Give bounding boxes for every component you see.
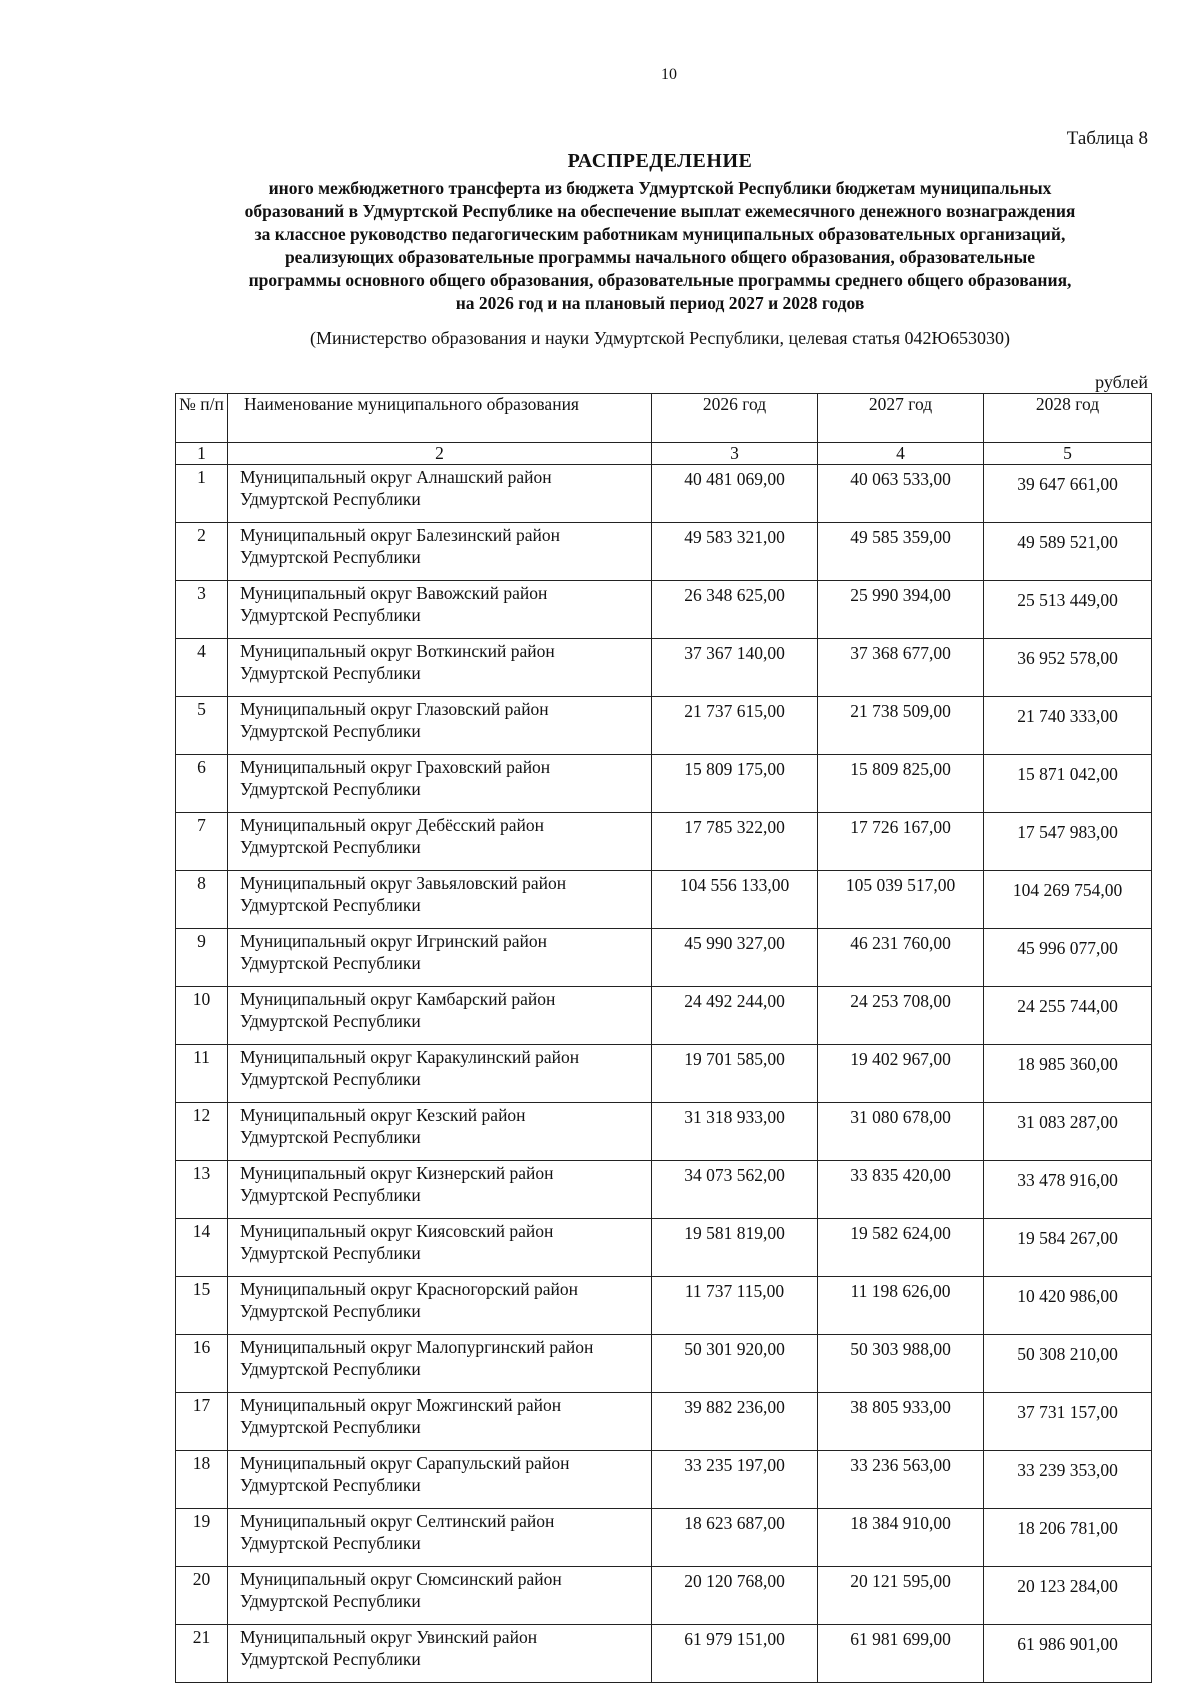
table-row [176,1161,1152,1219]
amount-2028: 15 871 042,00 [984,755,1152,813]
municipality-name-line: Муниципальный округ Балезинский район [240,525,560,545]
municipality-name-line: Удмуртской Республики [240,1127,421,1147]
amount-2026: 19 701 585,00 [652,1045,818,1103]
municipality-name [228,987,652,1045]
amount-2028: 36 952 578,00 [984,639,1152,697]
table-row [176,1509,1152,1567]
column-number: 1 [176,443,228,465]
table-row [176,1219,1152,1277]
amount-2027: 19 582 624,00 [818,1219,984,1277]
municipality-name-line: Муниципальный округ Кезский район [240,1105,526,1125]
municipality-name-line: Удмуртской Республики [240,1475,421,1495]
row-number: 13 [176,1161,228,1219]
municipality-name [228,1567,652,1625]
amount-2027: 18 384 910,00 [818,1509,984,1567]
municipality-name [228,929,652,987]
column-number: 5 [984,443,1152,465]
table-row [176,871,1152,929]
row-number: 5 [176,697,228,755]
row-number: 6 [176,755,228,813]
amount-2027: 50 303 988,00 [818,1335,984,1393]
amount-2027: 17 726 167,00 [818,813,984,871]
subtitle-line: программы основного общего образования, образовательные программы среднего общего образования, [248,270,1072,290]
row-number: 4 [176,639,228,697]
table-row [176,465,1152,523]
municipality-name-line: Удмуртской Республики [240,721,421,741]
amount-2027: 24 253 708,00 [818,987,984,1045]
amount-2028: 33 239 353,00 [984,1451,1152,1509]
amount-2027: 46 231 760,00 [818,929,984,987]
municipality-name-line: Удмуртской Республики [240,953,421,973]
amount-2028: 17 547 983,00 [984,813,1152,871]
column-number-row [176,443,1152,465]
amount-2027: 49 585 359,00 [818,523,984,581]
subtitle-line: иного межбюджетного трансферта из бюджета Удмуртской Республики бюджетам муниципальных [268,178,1052,198]
row-number: 3 [176,581,228,639]
document-subtitle [160,177,1160,315]
amount-2028: 37 731 157,00 [984,1393,1152,1451]
subtitle-line: за классное руководство педагогическим работникам муниципальных образовательных организаций, [254,224,1066,244]
municipality-name-line: Муниципальный округ Алнашский район [240,467,552,487]
municipality-name-line: Муниципальный округ Сарапульский район [240,1453,570,1473]
table-row [176,755,1152,813]
municipality-name-line: Муниципальный округ Завьяловский район [240,873,567,893]
row-number: 19 [176,1509,228,1567]
municipality-name-line: Муниципальный округ Вавожский район [240,583,548,603]
municipality-name [228,523,652,581]
municipality-name-line: Удмуртской Республики [240,1301,421,1321]
amount-2026: 31 318 933,00 [652,1103,818,1161]
municipality-name [228,755,652,813]
subtitle-line: реализующих образовательные программы начального общего образования, образовательные [284,247,1036,267]
municipality-name [228,871,652,929]
municipality-name-line: Удмуртской Республики [240,1359,421,1379]
header-2026: 2026 год [652,394,818,443]
amount-2028: 18 985 360,00 [984,1045,1152,1103]
amount-2027: 19 402 967,00 [818,1045,984,1103]
table-row [176,1451,1152,1509]
municipality-name [228,1625,652,1683]
amount-2026: 26 348 625,00 [652,581,818,639]
amount-2027: 11 198 626,00 [818,1277,984,1335]
table-row [176,1045,1152,1103]
amount-2027: 21 738 509,00 [818,697,984,755]
row-number: 20 [176,1567,228,1625]
amount-2028: 39 647 661,00 [984,465,1152,523]
amount-2028: 20 123 284,00 [984,1567,1152,1625]
amount-2026: 49 583 321,00 [652,523,818,581]
municipality-name [228,1393,652,1451]
municipality-name-line: Удмуртской Республики [240,663,421,683]
amount-2026: 50 301 920,00 [652,1335,818,1393]
amount-2027: 61 981 699,00 [818,1625,984,1683]
row-number: 2 [176,523,228,581]
row-number: 8 [176,871,228,929]
amount-2028: 19 584 267,00 [984,1219,1152,1277]
amount-2026: 34 073 562,00 [652,1161,818,1219]
municipality-name [228,1451,652,1509]
document-title: РАСПРЕДЕЛЕНИЕ [567,150,753,172]
municipality-name-line: Муниципальный округ Красногорский район [240,1279,578,1299]
header-2027: 2027 год [818,394,984,443]
amount-2028: 50 308 210,00 [984,1335,1152,1393]
municipality-name-line: Муниципальный округ Увинский район [240,1627,538,1647]
row-number: 11 [176,1045,228,1103]
table-row [176,1277,1152,1335]
municipality-name [228,1335,652,1393]
amount-2026: 37 367 140,00 [652,639,818,697]
municipality-name-line: Удмуртской Республики [240,1533,421,1553]
municipality-name-line: Муниципальный округ Кизнерский район [240,1163,554,1183]
municipality-name-line: Удмуртской Республики [240,1649,421,1669]
municipality-name [228,581,652,639]
amount-2026: 11 737 115,00 [652,1277,818,1335]
row-number: 1 [176,465,228,523]
amount-2027: 20 121 595,00 [818,1567,984,1625]
amount-2026: 21 737 615,00 [652,697,818,755]
header-num: № п/п [176,394,228,443]
table-label: Таблица 8 [1066,128,1148,149]
amount-2026: 18 623 687,00 [652,1509,818,1567]
amount-2027: 25 990 394,00 [818,581,984,639]
municipality-name-line: Муниципальный округ Граховский район [240,757,551,777]
municipality-name-line: Удмуртской Республики [240,489,421,509]
amount-2028: 31 083 287,00 [984,1103,1152,1161]
municipality-name-line: Муниципальный округ Киясовский район [240,1221,554,1241]
row-number: 21 [176,1625,228,1683]
municipality-name [228,1277,652,1335]
amount-2027: 31 080 678,00 [818,1103,984,1161]
municipality-name [228,697,652,755]
amount-2028: 61 986 901,00 [984,1625,1152,1683]
municipality-name-line: Удмуртской Республики [240,779,421,799]
municipality-name-line: Муниципальный округ Сюмсинский район [240,1569,562,1589]
municipality-name-line: Муниципальный округ Игринский район [240,931,547,951]
municipality-name-line: Удмуртской Республики [240,1069,421,1089]
amount-2026: 15 809 175,00 [652,755,818,813]
municipality-name-line: Муниципальный округ Дебёсский район [240,815,545,835]
municipality-name-line: Удмуртской Республики [240,895,421,915]
table-row [176,987,1152,1045]
distribution-table [175,393,1152,1683]
amount-2026: 45 990 327,00 [652,929,818,987]
header-2028: 2028 год [984,394,1152,443]
municipality-name-line: Удмуртской Республики [240,1011,421,1031]
municipality-name-line: Удмуртской Республики [240,1591,421,1611]
amount-2026: 17 785 322,00 [652,813,818,871]
column-number: 2 [228,443,652,465]
amount-2028: 24 255 744,00 [984,987,1152,1045]
municipality-name [228,1103,652,1161]
amount-2027: 33 236 563,00 [818,1451,984,1509]
header-name: Наименование муниципального образования [228,394,652,443]
amount-2026: 40 481 069,00 [652,465,818,523]
table-row [176,523,1152,581]
table-row [176,1103,1152,1161]
table-row [176,813,1152,871]
municipality-name-line: Удмуртской Республики [240,1417,421,1437]
ministry-note: (Министерство образования и науки Удмуртской Республики, целевая статья 042Ю653030) [309,328,1011,348]
municipality-name-line: Муниципальный округ Селтинский район [240,1511,555,1531]
amount-2026: 39 882 236,00 [652,1393,818,1451]
amount-2026: 19 581 819,00 [652,1219,818,1277]
amount-2027: 15 809 825,00 [818,755,984,813]
row-number: 7 [176,813,228,871]
amount-2028: 49 589 521,00 [984,523,1152,581]
municipality-name-line: Муниципальный округ Камбарский район [240,989,556,1009]
municipality-name-line: Муниципальный округ Каракулинский район [240,1047,580,1067]
amount-2027: 37 368 677,00 [818,639,984,697]
table-row [176,697,1152,755]
column-number: 3 [652,443,818,465]
table-row [176,1567,1152,1625]
amount-2028: 104 269 754,00 [984,871,1152,929]
amount-2028: 18 206 781,00 [984,1509,1152,1567]
amount-2026: 33 235 197,00 [652,1451,818,1509]
amount-2027: 38 805 933,00 [818,1393,984,1451]
column-number: 4 [818,443,984,465]
amount-2027: 40 063 533,00 [818,465,984,523]
row-number: 18 [176,1451,228,1509]
municipality-name-line: Удмуртской Республики [240,837,421,857]
amount-2026: 104 556 133,00 [652,871,818,929]
municipality-name [228,813,652,871]
table-row [176,1393,1152,1451]
municipality-name-line: Удмуртской Республики [240,1185,421,1205]
table-header-row [176,394,1152,443]
municipality-name [228,1045,652,1103]
row-number: 17 [176,1393,228,1451]
row-number: 16 [176,1335,228,1393]
amount-2026: 61 979 151,00 [652,1625,818,1683]
municipality-name-line: Муниципальный округ Воткинский район [240,641,555,661]
amount-2028: 10 420 986,00 [984,1277,1152,1335]
page-number: 10 [661,66,677,83]
municipality-name [228,1219,652,1277]
municipality-name [228,465,652,523]
row-number: 14 [176,1219,228,1277]
municipality-name-line: Муниципальный округ Можгинский район [240,1395,562,1415]
municipality-name-line: Удмуртской Республики [240,547,421,567]
municipality-name-line: Муниципальный округ Малопургинский район [240,1337,594,1357]
row-number: 9 [176,929,228,987]
table-row [176,929,1152,987]
subtitle-line: образований в Удмуртской Республике на обеспечение выплат ежемесячного денежного вознаграждения [244,201,1076,221]
amount-2028: 33 478 916,00 [984,1161,1152,1219]
units-label: рублей [1095,372,1148,392]
row-number: 12 [176,1103,228,1161]
amount-2028: 21 740 333,00 [984,697,1152,755]
table-row [176,1625,1152,1683]
amount-2028: 25 513 449,00 [984,581,1152,639]
table-row [176,581,1152,639]
amount-2027: 105 039 517,00 [818,871,984,929]
municipality-name-line: Муниципальный округ Глазовский район [240,699,549,719]
row-number: 10 [176,987,228,1045]
table-row [176,1335,1152,1393]
municipality-name [228,1161,652,1219]
amount-2028: 45 996 077,00 [984,929,1152,987]
table-row [176,639,1152,697]
amount-2027: 33 835 420,00 [818,1161,984,1219]
subtitle-line: на 2026 год и на плановый период 2027 и 2028 годов [455,293,865,313]
municipality-name [228,639,652,697]
municipality-name-line: Удмуртской Республики [240,605,421,625]
amount-2026: 24 492 244,00 [652,987,818,1045]
municipality-name-line: Удмуртской Республики [240,1243,421,1263]
row-number: 15 [176,1277,228,1335]
amount-2026: 20 120 768,00 [652,1567,818,1625]
municipality-name [228,1509,652,1567]
